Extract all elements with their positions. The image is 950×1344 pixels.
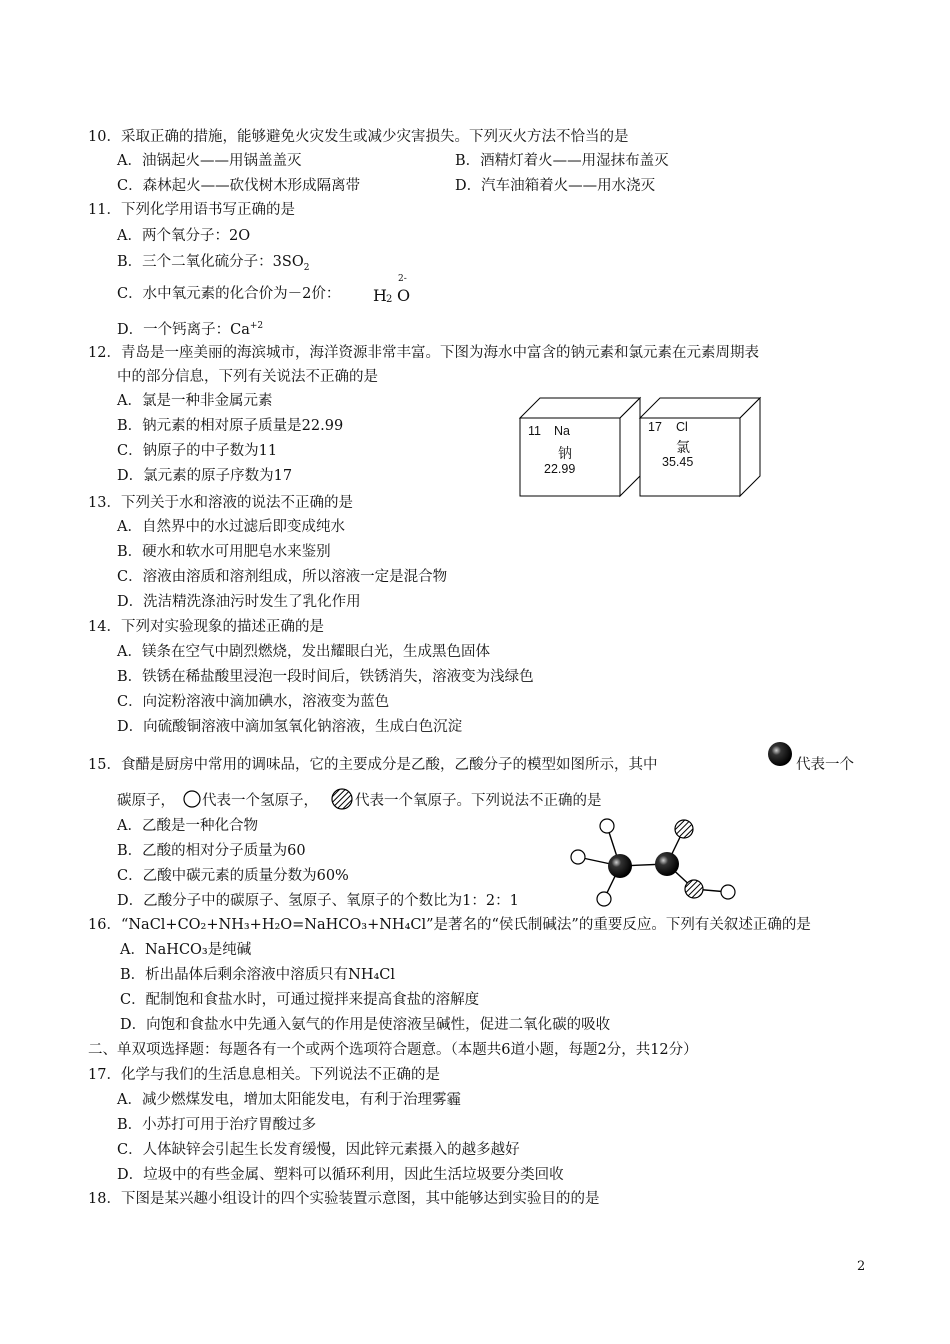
section-two-heading: 二、单双项选择题：每题各有一个或两个选项符合题意。（本题共6道小题，每题2分，共12分）	[88, 1042, 698, 1058]
q14-option-a: A．镁条在空气中剧烈燃烧，发出耀眼白光，生成黑色固体	[117, 644, 490, 660]
q10-option-a: A．油锅起火——用锅盖盖灭	[117, 153, 302, 169]
q16-option-b: B．析出晶体后剩余溶液中溶质只有NH₄Cl	[120, 967, 396, 983]
cl-atomic-mass: 35.45	[662, 455, 694, 469]
model-hydrogen-bottom	[597, 892, 611, 906]
page-number: 2	[857, 1259, 866, 1274]
q17-option-b: B．小苏打可用于治疗胃酸过多	[117, 1117, 317, 1133]
q11-option-b: B．三个二氧化硫分子：$3SO_2$	[117, 254, 310, 273]
q13-option-b: B．硬水和软水可用肥皂水来鉴别	[117, 544, 331, 560]
q16-option-c: C．配制饱和食盐水时，可通过搅拌来提高食盐的溶解度	[120, 992, 480, 1008]
cl-name: 氯	[676, 440, 690, 456]
q15-option-d: D．乙酸分子中的碳原子、氢原子、氧原子的个数比为1：2：1	[117, 893, 519, 909]
hydrogen-atom-icon	[181, 788, 203, 810]
q14-option-c: C．向淀粉溶液中滴加碘水，溶液变为蓝色	[117, 694, 390, 710]
q11-stem: 11．下列化学用语书写正确的是	[88, 202, 295, 218]
q13-option-c: C．溶液由溶质和溶剂组成，所以溶液一定是混合物	[117, 569, 448, 585]
sodium-element-tile	[518, 396, 642, 498]
q12-stem-line2: 中的部分信息，下列有关说法不正确的是	[117, 369, 378, 385]
q10-stem: 10．采取正确的措施，能够避免火灾发生或减少灾害损失。下列灭火方法不恰当的是	[88, 129, 629, 145]
q18-stem: 18．下图是某兴趣小组设计的四个实验装置示意图，其中能够达到实验目的的是	[88, 1191, 600, 1207]
q12-stem-line1: 12．青岛是一座美丽的海滨城市，海洋资源非常丰富。下图为海水中富含的钠元素和氯元素在元素周期表	[88, 345, 759, 361]
q16-option-d: D．向饱和食盐水中先通入氨气的作用是使溶液呈碱性，促进二氧化碳的吸收	[120, 1017, 611, 1033]
na-symbol: Na	[554, 424, 570, 438]
q12-option-b: B．钠元素的相对原子质量是22.99	[117, 418, 344, 434]
oxygen-atom-icon	[330, 787, 354, 811]
q13-option-a: A．自然界中的水过滤后即变成纯水	[117, 519, 345, 535]
q15-stem-line2-start: 碳原子，	[117, 793, 175, 809]
carbon-atom-icon	[766, 740, 794, 768]
q15-option-a: A．乙酸是一种化合物	[117, 818, 258, 834]
model-carbon-left	[608, 854, 632, 878]
na-atomic-number: 11	[528, 424, 541, 438]
q11-option-a: A．两个氧分子：2O	[117, 228, 251, 244]
q17-option-c: C．人体缺锌会引起生长发育缓慢，因此锌元素摄入的越多越好	[117, 1142, 520, 1158]
q10-option-c: C．森林起火——砍伐树木形成隔离带	[117, 178, 361, 194]
q14-option-d: D．向硫酸铜溶液中滴加氢氧化钠溶液，生成白色沉淀	[117, 719, 463, 735]
model-oxygen-bottom	[685, 880, 703, 898]
q10-option-b: B．酒精灯着火——用湿抹布盖灭	[455, 153, 669, 169]
acetic-acid-model	[562, 812, 747, 916]
q12-option-a: A．氯是一种非金属元素	[117, 393, 273, 409]
cl-symbol: Cl	[676, 420, 688, 434]
na-atomic-mass: 22.99	[544, 462, 576, 476]
q10-option-d: D．汽车油箱着火——用水浇灭	[455, 178, 656, 194]
q16-option-a: A．NaHCO₃是纯碱	[120, 942, 252, 958]
q15-option-c: C．乙酸中碳元素的质量分数为60%	[117, 868, 349, 884]
q15-stem-line2-mid: 代表一个氢原子，	[202, 793, 318, 809]
cl-atomic-number: 17	[648, 420, 662, 434]
q12-option-c: C．钠原子的中子数为11	[117, 443, 278, 459]
q13-stem: 13．下列关于水和溶液的说法不正确的是	[88, 495, 353, 511]
q13-option-d: D．洗洁精洗涤油污时发生了乳化作用	[117, 594, 361, 610]
na-name: 钠	[558, 446, 572, 462]
q15-stem-line1-end: 代表一个	[796, 757, 854, 773]
q11-option-c: C．水中氧元素的化合价为－2价：	[117, 286, 341, 302]
model-hydrogen-left	[571, 850, 585, 864]
q17-option-d: D．垃圾中的有些金属、塑料可以循环利用，因此生活垃圾要分类回收	[117, 1167, 564, 1183]
q14-option-b: B．铁锈在稀盐酸里浸泡一段时间后，铁锈消失，溶液变为浅绿色	[117, 669, 534, 685]
q15-stem-line1: 15．食醋是厨房中常用的调味品，它的主要成分是乙酸，乙酸分子的模型如图所示，其中	[88, 757, 658, 773]
q17-stem: 17．化学与我们的生活息息相关。下列说法不正确的是	[88, 1067, 440, 1083]
q16-stem: 16．“NaCl+CO₂+NH₃+H₂O=NaHCO₃+NH₄Cl”是著名的“侯氏制碱法”的重要反应。下列有关叙述正确的是	[88, 917, 811, 933]
q17-option-a: A．减少燃煤发电，增加太阳能发电，有利于治理雾霾	[117, 1092, 461, 1108]
water-valence-formula: 2- H 2 O	[373, 274, 411, 305]
q15-stem-line2-end: 代表一个氧原子。下列说法不正确的是	[355, 793, 602, 809]
q15-option-b: B．乙酸的相对分子质量为60	[117, 843, 306, 859]
chlorine-element-tile	[638, 396, 762, 498]
model-hydrogen-right	[721, 885, 735, 899]
q12-option-d: D．氯元素的原子序数为17	[117, 468, 293, 484]
model-hydrogen-top	[600, 819, 614, 833]
q11-option-d: D．一个钙离子：$Ca^{+2}$	[117, 321, 264, 338]
q14-stem: 14．下列对实验现象的描述正确的是	[88, 619, 324, 635]
model-oxygen-top	[675, 820, 693, 838]
model-carbon-right	[655, 852, 679, 876]
